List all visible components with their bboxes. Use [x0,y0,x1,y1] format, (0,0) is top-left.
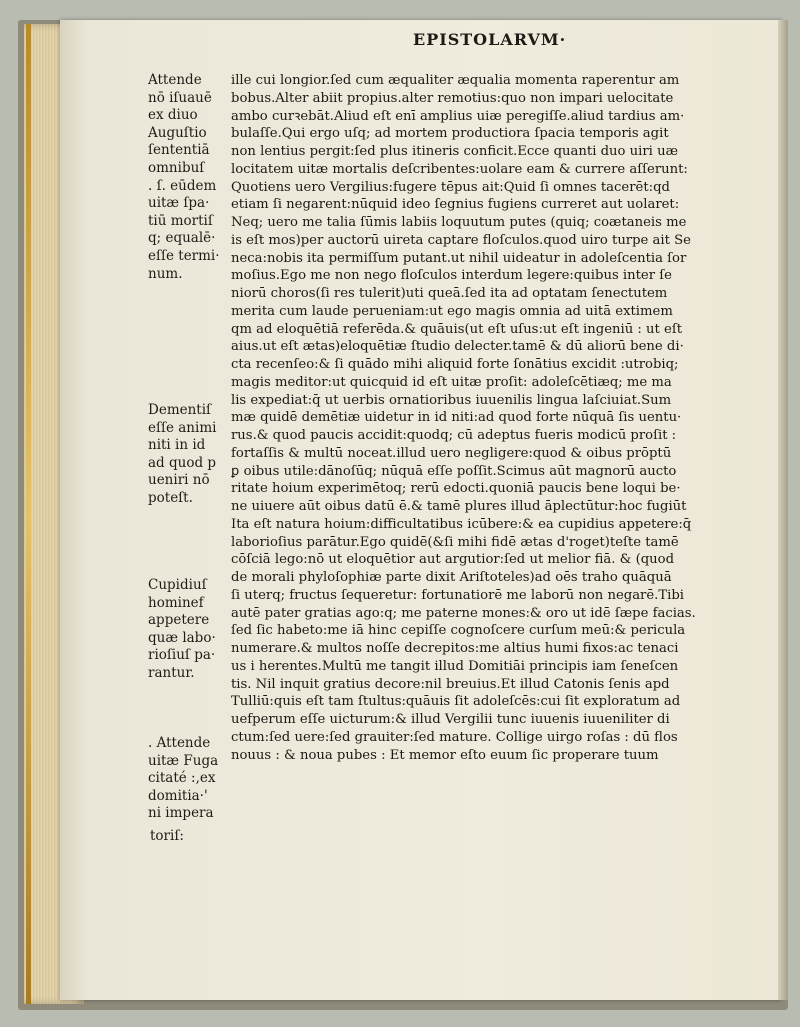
gloss-line: eſſe termi· [148,247,220,264]
page-right-edge [778,20,788,1000]
gloss-line: citaté :,ex [148,770,216,787]
text-line: aius.ut eſt ætas)eloquētiæ ſtudio delecter.tamē & dū aliorū bene di· [231,339,684,355]
gloss-line: appetere [148,612,210,629]
gloss-line: eſſe animi [148,419,217,436]
text-line: nouus : & noua pubes : Et memor eſto euum ſic properare tuum [231,747,659,763]
text-line: de morali phyloſophiæ parte dixit Ariſtoteles)ad oēs traho quāquā [231,570,672,585]
gloss-line: . ſ. eūdem [148,177,217,194]
text-line: ritate hoium experimētoq; rerū edocti.quoniā paucis bene loqui be· [231,481,681,497]
text-line: ille cui longior.ſed cum æqualiter æqualia momenta raperentur am [231,73,680,88]
text-line: lis expediat:q̄ ut uerbis ornatioribus iuuenilis lingua laſciuiat.Sum [231,392,672,408]
text-line: ambo curꝛebāt.Aliud eſt enī amplius uiæ peregiſſe.aliud tardius am· [231,108,685,124]
running-head: EPISTOLARVM· [413,30,567,49]
gloss-line: ſententiā [148,142,210,159]
text-line: ꝑ oibus utile:dānoſūq; nūquā eſſe poſſit.Scimus aūt magnorū aucto [231,463,677,479]
text-line: autē pater gratias ago:q; me paterne mones:& oro ut idē ſæpe facias. [231,605,696,621]
text-line: qm ad eloquētiā referēda.& quāuis(ut eſt uſus:ut eſt ingeniū : ut eſt [231,321,683,337]
gloss-line: num. [148,265,183,282]
gloss-line: Attende [148,72,202,88]
text-line: Neq; uero me talia ſūmis labiis loquutum putes (quiq; coætaneis me [231,215,687,230]
body-text [231,72,743,764]
text-line: cōſciā lego:nō ut eloquētior aut argutior:ſed ut melior fiā. & (quod [231,552,675,568]
text-line: neca:nobis ita permiſſum putant.ut nihil uideatur in adoleſcentia ſor [231,250,687,266]
gloss-line: domitia·' [148,787,208,804]
text-line: tis. Nil inquit gratius decore:nil breuius.Et illud Catonis ſenis apd [231,676,670,692]
text-line: ne uiuere aūt oibus datū ē.& tamē plures illud āplectūtur:hoc fugiūt [231,499,687,514]
gloss-line: ni impera [148,805,214,822]
text-line: is eſt mos)per auctorū uireta captare floſculos.quod uiro turpe ait Se [231,232,691,248]
gloss-line: Cupidiuſ [148,577,207,593]
gloss-line: . Attende [148,735,211,751]
text-line: cta recenſeo:& ſi quādo mihi aliquid forte ſonātius excidit :utrobiq; [231,357,679,372]
text-line: laborioſius parātur.Ego quidē(&ſi mihi fidē ætas d'roget)teſte tamē [231,534,679,550]
text-line: bulaſſe.Qui ergo uſq; ad mortem productiora ſpacia temporis agit [231,126,669,142]
text-line: ctum:ſed uere:ſed grauiter:ſed mature. Collige uirgo roſas : dū flos [231,729,678,745]
gloss-line: Auguſtio [148,124,207,141]
text-line: Ita eſt natura hoium:difficultatibus icūbere:& ea cupidius appetere:q̄ [231,516,692,532]
text-line: numerare.& multos noſſe decrepitos:me altius humi fixos:ac tenaci [231,641,679,656]
text-line: rus.& quod paucis accidit:quodq; cū adeptus fueris modicū proſit : [231,428,677,443]
gloss-line: poteſt. [148,489,193,506]
gloss-line: ex diuo [148,107,198,124]
gloss-line: hominef [148,594,204,611]
text-line: mæ quidē demētiæ uidetur in id niti:ad quod forte nūquā ſis uentu· [231,410,682,426]
text-line: Tulliū:quis eſt tam ſtultus:quāuis ſit adoleſcēs:cui ſit exploratum ad [231,694,681,710]
gilt-edge [26,24,31,1004]
gloss-line: rantur. [148,664,195,681]
gloss-line: rioſiuſ pa· [148,647,216,664]
text-line: non lentius pergit:ſed plus itineris conficit.Ecce quanti duo uiri uæ [231,144,678,159]
text-line: ſi uterq; fructus ſequeretur: fortunatiorē me laborū non negarē.Tibi [231,587,685,603]
gloss-line: q; equalē· [148,230,216,247]
catch-line: toriſ: [150,828,184,844]
text-line: bobus.Alter abiit propius.alter remotius:quo non impari uelocitate [231,90,674,106]
text-line: Quotiens uero Vergilius:fugere tēpus ait:Quid ſi omnes tacerēt:qd [231,179,670,195]
text-line: locitatem uitæ mortalis deſcribentes:uolare eam & currere aſſerunt: [231,161,688,177]
text-line: niorū choros(ſi res tulerit)uti queā.ſed ita ad optatam ſenectutem [231,286,668,301]
gloss-line: nō iſuauē [148,89,212,106]
text-line: magis meditor:ut quicquid id eſt uitæ proſit: adoleſcētiæq; me ma [231,374,672,390]
text-line: moſius.Ego me non nego floſculos interdum legere:quibus inter ſe [231,268,672,284]
text-line: ſed ſic habeto:me iā hinc cepiſſe cognoſcere curſum meū:& pericula [231,623,686,639]
text-line: uefperum eſſe uicturum:& illud Vergilii tunc iuuenis iuueniliter di [231,712,670,727]
gloss-line: uitæ ſpa· [148,195,210,212]
text-line: merita cum laude perueniam:ut ego magis omnia ad uitā extimem [231,303,673,319]
gloss-line: quæ labo· [148,629,216,646]
gloss-line: ueniri nō [148,472,210,489]
gloss-line: omnibuſ [148,159,205,176]
gloss-line: uitæ Fuga [148,752,219,769]
text-line: etiam ſi negarent:nūquid ideo ſegnius fugiens curreret aut uolaret: [231,197,680,213]
gloss-line: niti in id [148,437,206,454]
gloss-line: tiū mortiſ [148,212,213,229]
gloss-line: ad quod p [148,454,217,471]
text-line: us i herentes.Multū me tangit illud Domitiāi principis iam ſeneſcen [231,658,679,674]
text-line: fortaſſis & multū noceat.illud uero negligere:quod & oibus prōptū [231,445,672,461]
gloss-line: Dementiſ [148,402,212,418]
